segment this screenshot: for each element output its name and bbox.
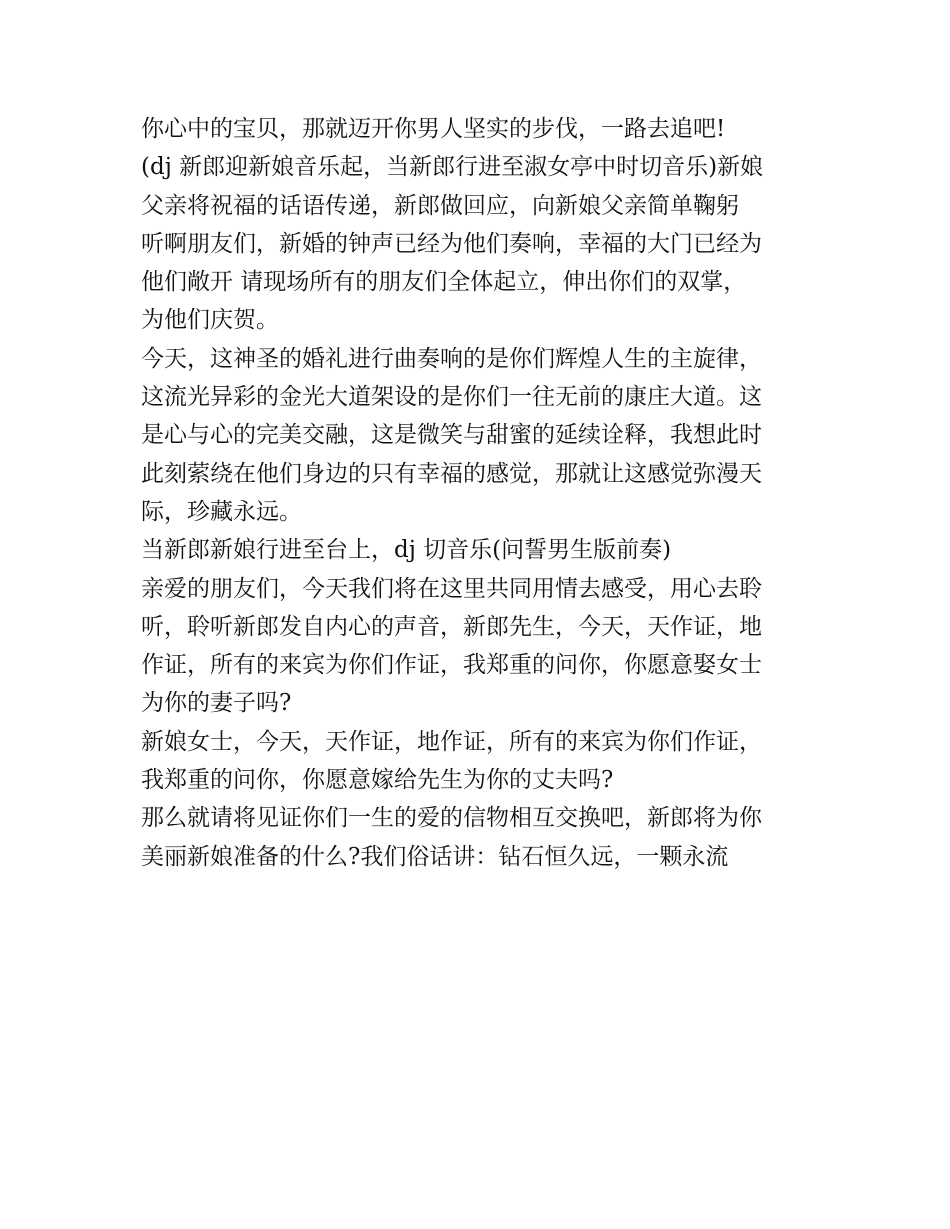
text-line: 此刻萦绕在他们身边的只有幸福的感觉，那就让这感觉弥漫天 <box>141 460 762 487</box>
text-line: 新娘女士，今天，天作证，地作证，所有的来宾为你们作证， <box>141 728 762 755</box>
text-line: 父亲将祝福的话语传递，新郎做回应，向新娘父亲简单鞠躬 <box>141 192 739 219</box>
text-line: 作证，所有的来宾为你们作证，我郑重的问你，你愿意娶女士 <box>141 652 762 679</box>
text-line: 今天，这神圣的婚礼进行曲奏响的是你们辉煌人生的主旋律， <box>141 345 762 372</box>
text-line: 美丽新娘准备的什么?我们俗话讲：钻石恒久远，一颗永流 <box>141 843 729 870</box>
text-line: (dj 新郎迎新娘音乐起，当新郎行进至淑女亭中时切音乐)新娘 <box>141 154 764 181</box>
text-line: 当新郎新娘行进至台上，dj 切音乐(问誓男生版前奏) <box>141 537 672 564</box>
text-line: 你心中的宝贝，那就迈开你男人坚实的步伐，一路去追吧! <box>141 116 726 142</box>
text-line: 亲爱的朋友们，今天我们将在这里共同用情去感受，用心去聆 <box>141 575 762 602</box>
text-line: 这流光异彩的金光大道架设的是你们一往无前的康庄大道。这 <box>141 384 762 411</box>
text-line: 他们敞开 请现场所有的朋友们全体起立，伸出你们的双掌， <box>141 269 747 296</box>
text-line: 听啊朋友们，新婚的钟声已经为他们奏响，幸福的大门已经为 <box>141 230 762 257</box>
text-line: 是心与心的完美交融，这是微笑与甜蜜的延续诠释，我想此时 <box>141 422 762 449</box>
text-line: 为你的妻子吗? <box>141 690 292 717</box>
text-line: 际，珍藏永远。 <box>141 498 302 525</box>
text-line: 那么就请将见证你们一生的爱的信物相互交换吧，新郎将为你 <box>141 805 762 832</box>
document-body <box>141 110 821 876</box>
text-line: 我郑重的问你，你愿意嫁给先生为你的丈夫吗? <box>141 767 614 794</box>
text-line: 为他们庆贺。 <box>141 307 279 334</box>
text-line: 听，聆听新郎发自内心的声音，新郎先生，今天，天作证，地 <box>141 613 762 640</box>
